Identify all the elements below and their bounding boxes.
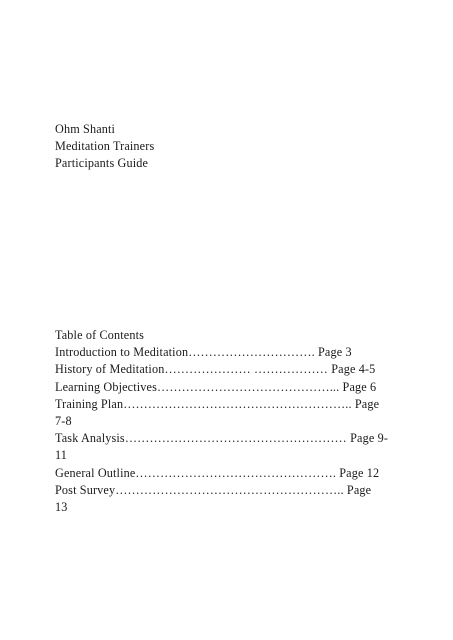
toc-line-learning-objectives: Learning Objectives……………………………………... Page 6	[55, 379, 377, 394]
toc-line-introduction: Introduction to Meditation…………………………. Page 3	[55, 345, 352, 360]
title-line-2: Meditation Trainers	[55, 139, 155, 154]
toc-line-post-survey-page: 13	[55, 500, 68, 515]
toc-line-post-survey: Post Survey……………………………………………….. Page	[55, 482, 372, 497]
title-line-1: Ohm Shanti	[55, 122, 116, 136]
toc-line-history: History of Meditation………………… ……………… Page 4-5	[55, 362, 376, 377]
toc-line-training-plan-pages: 7-8	[55, 414, 72, 429]
title-block	[55, 121, 400, 173]
title-line-3: Participants Guide	[55, 156, 149, 171]
toc-line-general-outline: General Outline…………………………………………. Page 12	[55, 465, 380, 480]
toc-line-task-analysis-pages: 11	[55, 448, 68, 463]
toc-heading: Table of Contents	[55, 328, 145, 342]
toc-line-task-analysis: Task Analysis……………………………………………… Page 9-	[55, 431, 389, 446]
toc-line-training-plan: Training Plan……………………………………………….. Page	[55, 396, 380, 411]
table-of-contents	[55, 327, 400, 516]
